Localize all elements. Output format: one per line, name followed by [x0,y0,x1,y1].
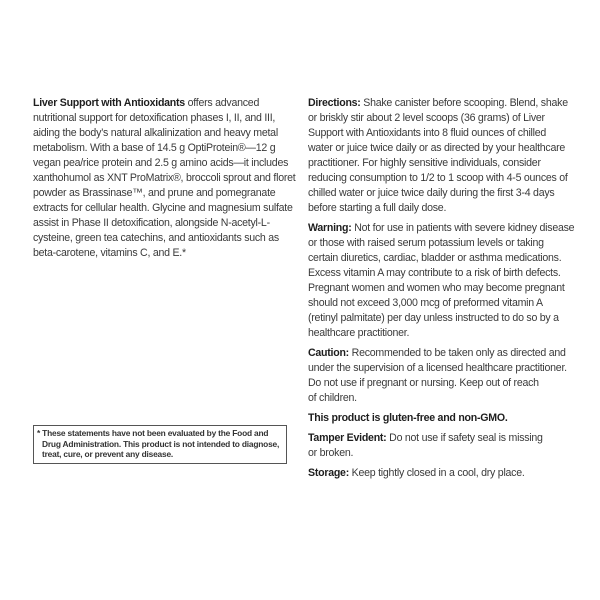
disclaimer-line: treat, cure, or prevent any disease. [42,449,174,459]
product-description [33,96,295,266]
warning-line: Excess vitamin A may contribute to a risk of birth defects. [308,267,561,279]
directions-line: or briskly stir about 2 level scoops (36 grams) of Liver [308,112,545,124]
fda-disclaimer-box [33,425,287,464]
description-line: aiding the body’s natural alkalinization and heavy metal [33,127,278,139]
directions-line: before starting a full daily dose. [308,202,447,214]
description-line: assist in Phase II detoxification, alongside N-acetyl-L- [33,217,270,229]
storage-label: Storage: [308,467,349,479]
product-name: Liver Support with Antioxidants [33,97,185,109]
tamper-evident-section: Tamper Evident: Do not use if safety seal is missing or broken. [308,431,580,461]
warning-line: or those with raised serum potassium levels or taking [308,237,544,249]
warning-section: Warning: Not for use in patients with severe kidney disease or those with raised serum potassium levels or taking certain diuretics, cardiac, bladder or asthma medications. Excess vitamin A may contribute to a risk of birth defects. Pregnant women and women who may become pregnant should not exceed 3,000 mcg of preformed vitamin A (retinyl palmitate) per day unless instructed to do so by a healthcare practitioner. [308,221,580,341]
tamper-line: or broken. [308,447,354,459]
caution-line: Do not use if pregnant or nursing. Keep out of reach [308,377,539,389]
directions-line: chilled water or juice twice daily during the first 3-4 days [308,187,555,199]
warning-label: Warning: [308,222,352,234]
usage-information [308,96,580,486]
description-line: cysteine, green tea catechins, and antioxidants such as [33,232,279,244]
disclaimer-line: * These statements have not been evaluated by the Food and [37,428,269,438]
description-line: powder as Brassinase™, and prune and pomegranate [33,187,276,199]
description-line: vegan pea/rice protein and 2.5 g amino acids—it includes [33,157,289,169]
description-line: nutritional support for detoxification phases I, II, and III, [33,112,276,124]
gluten-free-statement: This product is gluten-free and non-GMO. [308,412,508,424]
directions-label: Directions: [308,97,361,109]
warning-line: should not exceed 3,000 mcg of preformed vitamin A [308,297,543,309]
directions-line: reducing consumption to 1/2 to 1 scoop with 4-5 ounces of [308,172,568,184]
description-line: Liver Support with Antioxidants offers advanced [33,97,260,109]
description-line: beta-carotene, vitamins C, and E.* [33,247,186,259]
tamper-label: Tamper Evident: [308,432,387,444]
directions-line: practitioner. For highly sensitive individuals, consider [308,157,541,169]
caution-label: Caution: [308,347,349,359]
warning-line: (retinyl palmitate) per day unless instructed to do so by a [308,312,559,324]
description-line: metabolism. With a base of 14.5 g OptiProtein®—12 g [33,142,276,154]
warning-line: certain diuretics, cardiac, bladder or asthma medications. [308,252,562,264]
caution-line: under the supervision of a licensed healthcare practitioner. [308,362,567,374]
directions-section: Directions: Shake canister before scooping. Blend, shake or briskly stir about 2 level scoops (36 grams) of Liver Support with Antioxidants into 8 fluid ounces of chilled water or juice twice daily or as directed by your healthcare practitioner. For highly sensitive individuals, consider reducing consumption to 1/2 to 1 scoop with 4-5 ounces of chilled water or juice twice daily during the first 3-4 days before starting a full daily dose. [308,96,580,216]
warning-line: Pregnant women and women who may become pregnant [308,282,565,294]
description-line: extracts for cellular health. Glycine and magnesium sulfate [33,202,293,214]
warning-line: healthcare practitioner. [308,327,410,339]
directions-line: Support with Antioxidants into 8 fluid ounces of chilled [308,127,547,139]
storage-section: Storage: Keep tightly closed in a cool, dry place. [308,467,525,479]
description-paragraph [33,96,295,261]
caution-section: Caution: Recommended to be taken only as directed and under the supervision of a licensed healthcare practitioner. Do not use if pregnant or nursing. Keep out of reach of children. [308,346,580,406]
caution-line: of children. [308,392,357,404]
disclaimer-line: Drug Administration. This product is not intended to diagnose, [42,438,280,449]
directions-line: water or juice twice daily or as directed by your healthcare [308,142,566,154]
description-line: xanthohumol as XNT ProMatrix®, broccoli sprout and floret [33,172,296,184]
